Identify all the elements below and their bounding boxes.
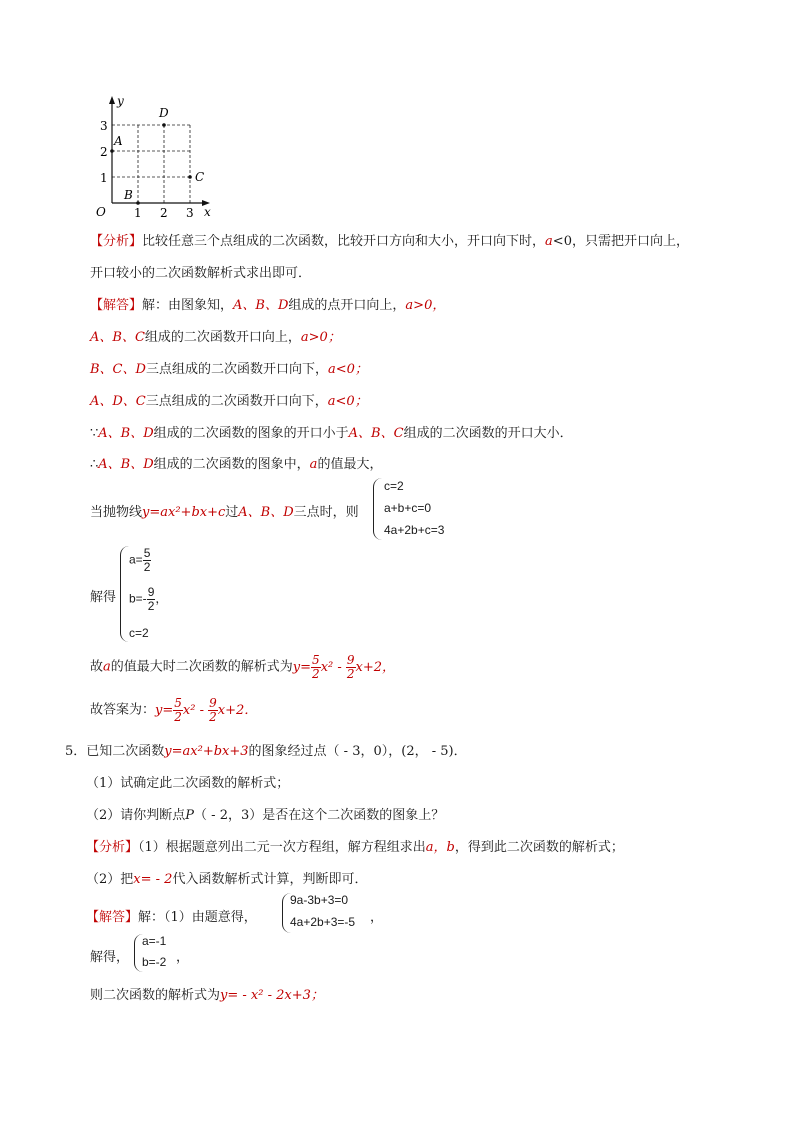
condition: a<0；: [327, 362, 368, 377]
point-label-c: C: [195, 170, 205, 184]
var-a: a: [545, 234, 553, 249]
text: ，得到此二次函数的解析式；: [454, 840, 624, 855]
y-tick-label: 1: [100, 171, 108, 185]
system-eq-3: 4a+2b+c=3: [384, 523, 445, 537]
q5-solution-tail: ，: [176, 950, 190, 965]
q4-answer-line-5: [90, 422, 573, 441]
numerator: 9: [209, 696, 217, 710]
numerator: 5: [143, 546, 151, 560]
q4-analysis-line-2: 开口较小的二次函数解析式求出即可．: [90, 266, 312, 281]
var-a: a: [309, 457, 318, 472]
analysis-tag: 【分析】: [86, 840, 139, 855]
q5-part-1: （1）试确定此二次函数的解析式；: [86, 776, 290, 791]
fraction: [143, 547, 152, 573]
points-abc: A、B、C: [90, 330, 145, 345]
analysis-text: <0，只需把开口向上，: [552, 234, 689, 249]
q4-answer-line-3: [90, 358, 368, 377]
numerator: 9: [346, 653, 355, 667]
y-eq: y=: [292, 659, 312, 675]
text: 过: [225, 505, 239, 520]
text: 的图象经过点（ - 3，0），(2， - 5)．: [248, 744, 467, 759]
text: 则二次函数的解析式为: [90, 988, 221, 1003]
y-eq: y=: [155, 702, 174, 718]
text: 当抛物线: [90, 505, 143, 520]
x-tick-label: 2: [160, 206, 168, 220]
denominator: 2: [346, 666, 355, 681]
points-acd: A、D、C: [90, 394, 146, 409]
solution-c: c=2: [129, 626, 149, 640]
numerator: 5: [174, 696, 182, 710]
text: 代入函数解析式计算，判断即可．: [172, 872, 368, 887]
comma: ，: [155, 591, 168, 606]
text: 解：（1）由题意得，: [138, 910, 257, 925]
analysis-text: 比较任意三个点组成的二次函数，比较开口方向和大小，开口向下时，: [142, 234, 546, 249]
condition: a<0；: [327, 394, 368, 409]
points-bcd: B、C、D: [90, 362, 146, 377]
minus: -: [333, 659, 346, 675]
x-squared: x²: [320, 659, 334, 675]
function-equation: y=ax²+bx+3: [164, 744, 249, 759]
fraction: [346, 654, 356, 680]
lhs: a=: [129, 552, 143, 567]
point-b: [136, 201, 140, 205]
solution-b: [129, 586, 167, 612]
text: 解：由图象知，: [142, 298, 234, 313]
q4-answer-line-4: [90, 390, 368, 409]
therefore-symbol: ∴: [90, 457, 99, 472]
x-squared: x²: [182, 702, 196, 718]
point-p: P: [185, 808, 195, 823]
denominator: 2: [174, 709, 182, 724]
x-axis-label: x: [204, 205, 211, 219]
origin-label: O: [96, 205, 106, 219]
result-equation: [292, 653, 396, 681]
text: 组成的二次函数的图象的开口小于: [153, 426, 349, 441]
lhs: b=-: [129, 591, 147, 606]
system-eq-2: a+b+c=0: [384, 501, 432, 515]
text: 故: [90, 659, 104, 675]
point-a: [110, 149, 114, 153]
q5-solution-b: b=-2: [142, 955, 167, 969]
denominator: 2: [147, 598, 155, 613]
q4-analysis-line-1: [90, 230, 689, 249]
point-label-d: D: [159, 106, 169, 120]
system-brace: [373, 478, 382, 540]
points-abd: A、B、D: [233, 298, 289, 313]
solve-label: 解得: [90, 590, 117, 605]
q5-system-tail: ，: [370, 910, 384, 925]
solution-brace: [120, 546, 129, 642]
points-abc: A、B、C: [348, 426, 404, 441]
q4-result-line: [90, 654, 395, 680]
text: 已知二次函数: [86, 744, 165, 759]
q4-answer-line-1: [90, 294, 445, 313]
q5-system-eq-2: 4a+2b+3=-5: [290, 915, 356, 929]
text: （2）把: [86, 872, 134, 887]
q4-answer-line-7: [90, 501, 359, 520]
point-d: [162, 123, 166, 127]
y-tick-label: 2: [100, 145, 108, 159]
answer-tag: 【解答】: [90, 298, 143, 313]
text: 三点组成的二次函数开口向下，: [145, 394, 328, 409]
denominator: 2: [209, 709, 217, 724]
q5-result-line: [90, 984, 324, 1003]
q5-analysis-line-1: [86, 836, 624, 855]
text: 故答案为：: [90, 702, 156, 718]
text: 三点时，则: [293, 505, 359, 520]
point-label-b: B: [124, 188, 133, 202]
denominator: 2: [143, 559, 151, 574]
text: （2）请你判断点: [86, 808, 186, 823]
points-abd: A、B、D: [98, 426, 154, 441]
text: 的值最大，: [317, 457, 383, 472]
y-axis-arrow-icon: [109, 96, 115, 104]
q4-final-answer: [90, 697, 257, 723]
x-tick-label: 1: [134, 206, 142, 220]
text: （ - 2，3）是否在这个二次函数的图象上？: [194, 808, 445, 823]
numerator: 5: [312, 653, 320, 667]
text: 的值最大时二次函数的解析式为: [110, 659, 293, 675]
q5-system-eq-1: 9a-3b+3=0: [290, 893, 349, 907]
vars-ab: a，b: [425, 840, 455, 855]
points-abd: A、B、D: [98, 457, 154, 472]
q4-answer-line-2: [90, 326, 341, 345]
point-label-a: A: [114, 134, 123, 148]
condition: a>0；: [300, 330, 341, 345]
fraction: [173, 697, 183, 723]
points-abd: A、B、D: [238, 505, 294, 520]
fraction: [208, 697, 218, 723]
answer-tag: 【解答】: [86, 910, 139, 925]
point-c: [188, 175, 192, 179]
condition: a>0，: [405, 298, 446, 313]
q5-answer-line-1: [86, 906, 257, 925]
solution-a: [129, 547, 151, 573]
q4-answer-line-6: [90, 453, 382, 472]
text: 组成的二次函数开口向上，: [144, 330, 301, 345]
final-equation: [155, 696, 258, 724]
y-axis-label: y: [117, 94, 124, 108]
system-eq-1: c=2: [384, 479, 404, 493]
text: （1）根据题意列出二元一次方程组，解方程组求出: [138, 840, 426, 855]
because-symbol: ∵: [90, 426, 99, 441]
q5-solution-a: a=-1: [142, 934, 167, 948]
numerator: 9: [147, 585, 155, 599]
q5-part-2: [86, 804, 444, 823]
var-a: a: [103, 659, 111, 675]
analysis-tag: 【分析】: [90, 234, 143, 249]
fraction: [311, 654, 321, 680]
q5-solve-label: 解得，: [90, 950, 130, 965]
y-tick-label: 3: [100, 119, 108, 133]
x-tick-label: 3: [186, 206, 194, 220]
minus: -: [195, 702, 209, 718]
text: 三点组成的二次函数开口向下，: [145, 362, 328, 377]
coordinate-graph: [86, 92, 226, 222]
text: 组成的点开口向上，: [288, 298, 406, 313]
question-number: 5．: [65, 744, 87, 759]
q5-stem: [65, 740, 467, 759]
text: 组成的二次函数的图象中，: [153, 457, 310, 472]
tail: x+2．: [217, 702, 258, 718]
tail: x+2，: [355, 659, 396, 675]
parabola-equation: y=ax²+bx+c: [142, 505, 226, 520]
denominator: 2: [312, 666, 320, 681]
text: 组成的二次函数的开口大小．: [403, 426, 573, 441]
q5-analysis-line-2: [86, 868, 367, 887]
result-equation: y= - x² - 2x+3；: [220, 988, 324, 1003]
x-value: x= - 2: [133, 872, 173, 887]
